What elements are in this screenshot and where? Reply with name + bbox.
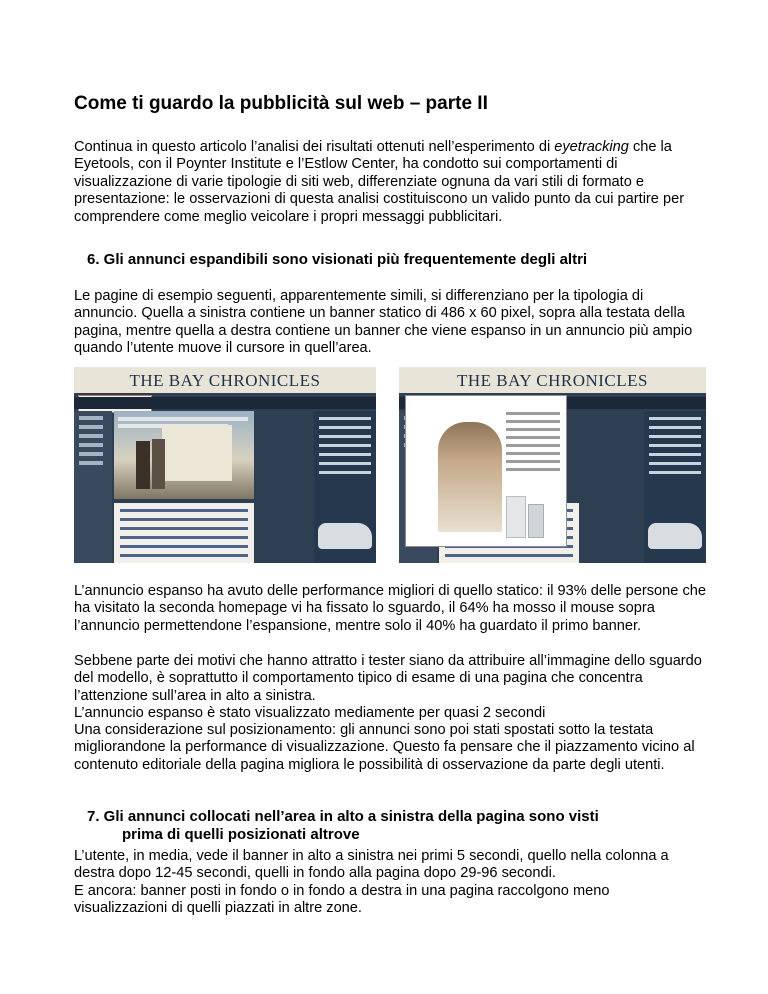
product-bottle-small xyxy=(528,504,544,538)
section-6-paragraph-5: Una considerazione sul posizionamento: gli annunci sono poi stati spostati sotto la testata migliorandone la performance di visualizzazione. Questo fa pensare che il piazzamento vicino al contenuto editoriale della pagina migliora le possibilità di osservazione da parte degli utenti. xyxy=(74,722,695,773)
expanded-ad xyxy=(405,395,567,547)
model-photo xyxy=(438,422,502,532)
masthead xyxy=(399,367,706,393)
car-ad-image xyxy=(648,523,702,549)
intro-paragraph xyxy=(74,139,706,226)
product-bottle xyxy=(506,496,526,538)
section-6-paragraph-2: L’annuncio espanso ha avuto delle performance migliori di quello statico: il 93% delle persone che ha visitato la seconda homepage vi ha fissato lo sguardo, il 64% ha mosso il mouse sopra l’annuncio permettendone l’espansione, mentre solo il 40% ha guardato il primo banner. xyxy=(74,583,706,634)
intro-text-start: Continua in questo articolo l’analisi dei risultati ottenuti nell’esperimento di xyxy=(74,139,555,155)
intro-text-end: che la Eyetools, con il Poynter Institute e l’Estlow Center, ha condotto sui comportamenti di visualizzazione di varie tipologie di siti web, differenziate ognuna da vari stili di formato e presentazione: le osservazioni di questa analisi costituiscono un valido punto da cui partire per comprendere come meglio veicolare i propri messaggi pubblicitari. xyxy=(74,139,685,225)
section-7-paragraph-2: E ancora: banner posti in fondo o in fondo a destra in una pagina raccolgono meno visualizzazioni di quelli piazzati in altre zone. xyxy=(74,883,610,917)
car-ad-image xyxy=(318,523,372,549)
section-7-heading: 7. Gli annunci collocati nell’area in alto a sinistra della pagina sono visti xyxy=(87,808,599,825)
screenshot-static-banner xyxy=(74,367,376,563)
page-title: Come ti guardo la pubblicità sul web – parte II xyxy=(74,93,488,114)
section-7-heading-continued: prima di quelli posizionati altrove xyxy=(122,826,360,843)
section-6-heading: 6. Gli annunci espandibili sono visionati più frequentemente degli altri xyxy=(87,251,588,268)
section-7-paragraph-1: L’utente, in media, vede il banner in alto a sinistra nei primi 5 secondi, quello nella colonna a destra dopo 12-45 secondi, quelli in fondo alla pagina dopo 29-96 secondi. xyxy=(74,848,669,882)
sections-sidebar xyxy=(74,411,112,563)
nav-bar xyxy=(74,397,376,409)
intro-emphasis: eyetracking xyxy=(554,139,629,155)
hero-photo xyxy=(114,411,254,499)
masthead xyxy=(74,367,376,393)
section-6-paragraph-3: Sebbene parte dei motivi che hanno attratto i tester siano da attribuire all’immagine dello sguardo del modello, è soprattutto il comportamento tipico di esame di una pagina che concentra l’attenzione sull’area in alto a sinistra. xyxy=(74,653,702,704)
news-list xyxy=(114,503,254,563)
screenshot-expanded-banner xyxy=(399,367,706,563)
section-6-paragraph-4: L’annuncio espanso è stato visualizzato mediamente per quasi 2 secondi xyxy=(74,705,546,721)
section-6-paragraph-1: Le pagine di esempio seguenti, apparentemente simili, si differenziano per la tipologia di annuncio. Quella a sinistra contiene un banner statico di 486 x 60 pixel, sopra alla testata della pagina, mentre quella a destra contiene un banner che viene espanso in un annuncio più ampio quando l’utente muove il cursore in quell’area. xyxy=(74,288,693,357)
masthead-text: THE BAY CHRONICLES xyxy=(457,371,648,390)
masthead-text: THE BAY CHRONICLES xyxy=(129,371,321,390)
